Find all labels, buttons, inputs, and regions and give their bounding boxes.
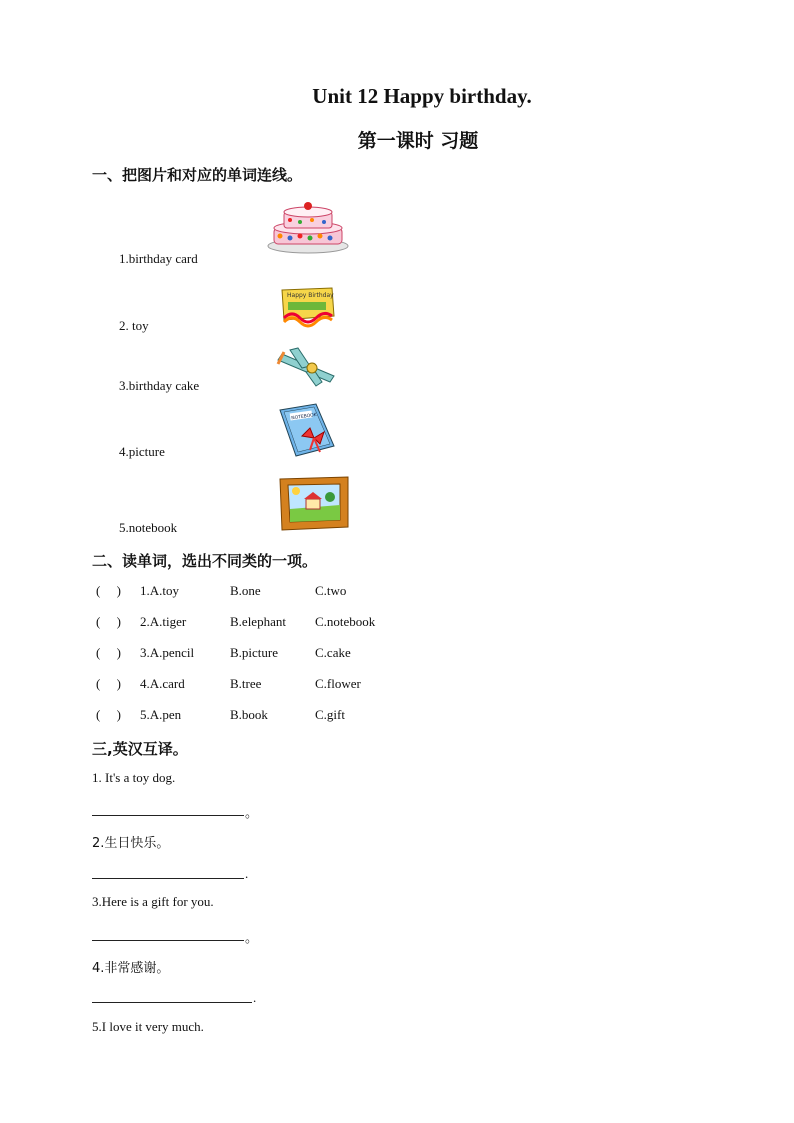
answer-line-1[interactable] [92,815,244,816]
option-a: 3.A.pencil [140,645,195,660]
option-c: C.flower [315,676,361,691]
answer-line-2-end: . [245,866,249,881]
page-title: Unit 12 Happy birthday. [312,84,532,108]
section-1-heading: 一、把图片和对应的单词连线。 [92,166,303,184]
match-word-1: 1.birthday card [119,251,198,266]
page-subtitle: 第一课时 习题 [357,130,479,152]
match-word-4: 4.picture [119,444,165,459]
notebook-text: NOTEBOOK [291,412,318,422]
translate-question-1: 1. It's a toy dog. [92,770,176,785]
option-c: C.notebook [315,614,376,629]
section-2-heading: 二、读单词，选出不同类的一项。 [92,552,318,570]
toy-plane-picture [276,346,338,388]
answer-bracket[interactable]: ( ) [96,645,121,660]
match-word-3: 3.birthday cake [119,378,200,393]
option-a: 1.A.toy [140,583,179,598]
option-b: B.tree [230,676,262,691]
answer-bracket[interactable]: ( ) [96,676,121,691]
option-a: 2.A.tiger [140,614,187,629]
match-word-5: 5.notebook [119,520,178,535]
answer-bracket[interactable]: ( ) [96,614,121,629]
notebook-picture [276,402,338,458]
match-word-2: 2. toy [119,318,149,333]
section-3-heading: 三,英汉互译。 [92,740,188,758]
answer-line-3-end: 。 [245,931,259,946]
answer-line-3[interactable] [92,940,244,941]
option-b: B.elephant [230,614,286,629]
translate-question-5: 5.I love it very much. [92,1019,204,1034]
option-b: B.picture [230,645,279,660]
option-b: B.book [230,707,268,722]
answer-bracket[interactable]: ( ) [96,707,121,722]
answer-bracket[interactable]: ( ) [96,583,121,598]
option-a: 4.A.card [140,676,185,691]
answer-line-1-end: 。 [245,806,259,821]
birthday-card-picture [278,286,336,326]
framed-picture [278,475,350,531]
option-c: C.two [315,583,347,598]
option-c: C.gift [315,707,345,722]
translate-question-4: 4.非常感谢。 [92,961,170,976]
cake-picture [266,198,350,256]
translate-question-2: 2.生日快乐。 [92,836,170,851]
option-b: B.one [230,583,261,598]
option-c: C.cake [315,645,351,660]
answer-line-2[interactable] [92,878,244,879]
option-a: 5.A.pen [140,707,182,722]
translate-question-3: 3.Here is a gift for you. [92,894,214,909]
card-text: Happy Birthday [287,292,334,299]
answer-line-4[interactable] [92,1002,252,1003]
answer-line-4-end: . [253,990,257,1005]
